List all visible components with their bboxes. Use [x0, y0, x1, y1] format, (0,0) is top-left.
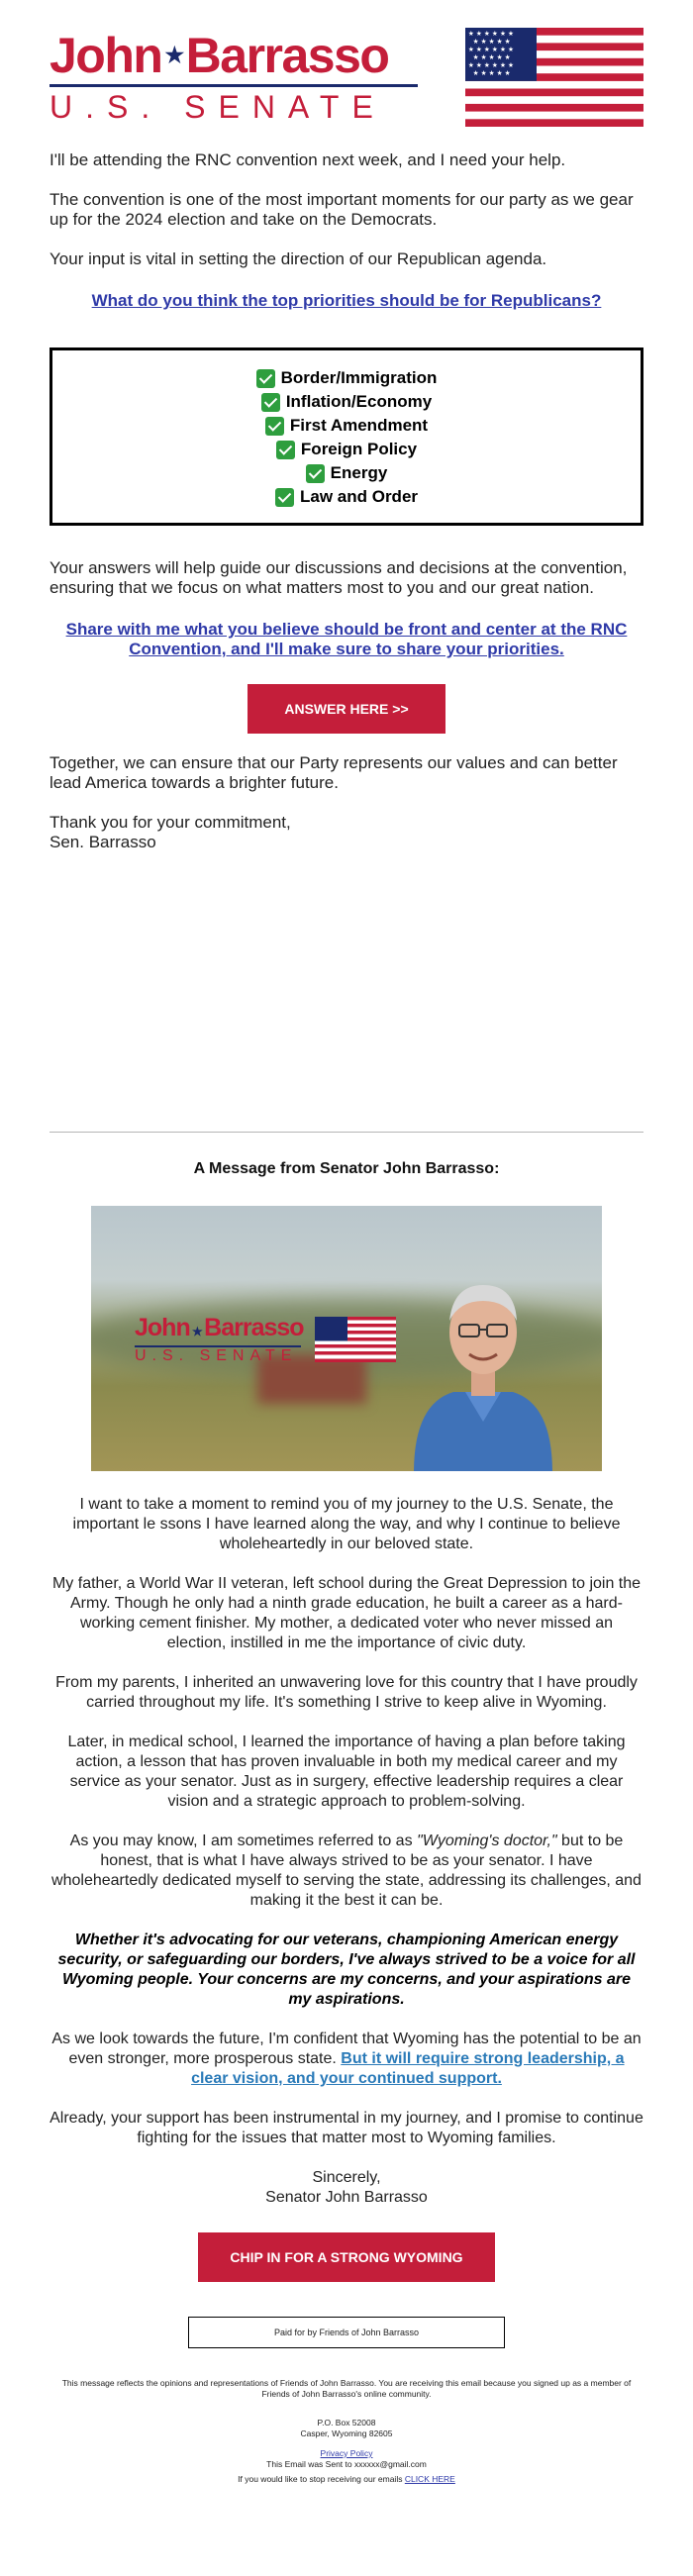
- message-paragraph-4: Later, in medical school, I learned the importance of having a plan before taking action, a lesson that has proven invaluable in both my medical career and my service as your senator. Just as in surgery, effective leadership requires a clear vision and a strategic approach to problem-solving.: [67, 1734, 626, 1810]
- priority-item[interactable]: Foreign Policy: [52, 438, 641, 461]
- message-closing-name: Senator John Barrasso: [265, 2189, 428, 2206]
- intro-paragraph-2: The convention is one of the most important moments for our party as we gear up for the 2024 election and take on the Democrats.: [50, 190, 634, 229]
- svg-text:★ ★ ★ ★ ★ ★: ★ ★ ★ ★ ★ ★: [467, 45, 514, 54]
- check-mark-icon: [265, 417, 284, 436]
- priority-item[interactable]: Border/Immigration: [52, 366, 641, 390]
- photo-logo: John ★ Barrasso U.S. SENATE: [135, 1314, 304, 1364]
- priorities-box: [50, 347, 644, 526]
- senator-photo: [91, 1206, 602, 1471]
- section-divider: [50, 1132, 644, 1133]
- message-paragraph-7: As we look towards the future, I'm confident that Wyoming has the potential to be an even stronger, more prosperous state. But it will require strong leadership, a clear vision, and your continued support.: [51, 2031, 642, 2087]
- barrasso-logo: [50, 30, 426, 125]
- logo-senate: U.S. SENATE: [50, 89, 386, 125]
- message-paragraph-1: I want to take a moment to remind you of my journey to the U.S. Senate, the important le ssons I have learned along the way, and why I continue to believe wholeheartedly in our beloved state.: [72, 1496, 621, 1552]
- check-mark-icon: [275, 488, 294, 507]
- svg-text:★ ★ ★ ★ ★ ★: ★ ★ ★ ★ ★ ★: [467, 29, 514, 39]
- intro-paragraph-1: I'll be attending the RNC convention next week, and I need your help.: [50, 150, 566, 169]
- footer-address-line-2: Casper, Wyoming 82605: [300, 2428, 393, 2438]
- message-closing: Sincerely,: [312, 2169, 381, 2186]
- message-paragraph-6: Whether it's advocating for our veterans, championing American energy security, or safeguarding our borders, I've always strived to be a voice for all Wyoming people. Your concerns are my concerns, and your aspirations are my aspirations.: [57, 1932, 636, 2008]
- body-paragraph-2: Together, we can ensure that our Party represents our values and can better lead America towards a brighter future.: [50, 753, 618, 792]
- share-priorities-link[interactable]: Share with me what you believe should be front and center at the RNC Convention, and I'll make sure to share your priorities.: [65, 620, 628, 658]
- footer-unsubscribe: If you would like to stop receiving our emails CLICK HERE: [238, 2474, 455, 2484]
- check-mark-icon: [306, 464, 325, 483]
- svg-text:★ ★ ★ ★ ★ ★: ★ ★ ★ ★ ★ ★: [467, 60, 514, 70]
- support-link[interactable]: But it will require strong leadership, a clear vision, and your continued support.: [191, 2050, 625, 2087]
- logo-rule: [50, 84, 418, 87]
- star-icon: ★: [164, 43, 183, 67]
- us-flag-icon: [465, 28, 644, 127]
- intro-paragraph-3: Your input is vital in setting the direction of our Republican agenda.: [50, 249, 547, 268]
- logo-last-name: Barrasso: [185, 28, 389, 83]
- sign-off: Thank you for your commitment,: [50, 813, 291, 832]
- answer-here-button[interactable]: ANSWER HERE >>: [248, 684, 446, 734]
- chip-in-button[interactable]: CHIP IN FOR A STRONG WYOMING: [198, 2232, 495, 2282]
- footer-sent-to: This Email was Sent to xxxxxx@gmail.com: [266, 2459, 427, 2469]
- senator-portrait: [404, 1255, 562, 1471]
- message-paragraph-8: Already, your support has been instrumental in my journey, and I promise to continue fighting for the issues that matter most to Wyoming families.: [50, 2110, 644, 2146]
- body-paragraph-1: Your answers will help guide our discussions and decisions at the convention, ensuring that we focus on what matters most to you and our great nation.: [50, 558, 628, 597]
- logo-first-name: John: [50, 28, 162, 83]
- svg-text:★ ★ ★ ★ ★: ★ ★ ★ ★ ★: [472, 52, 511, 62]
- check-mark-icon: [256, 369, 275, 388]
- email-body: [50, 0, 644, 2485]
- unsubscribe-link[interactable]: CLICK HERE: [404, 2474, 455, 2484]
- priority-item[interactable]: First Amendment: [52, 414, 641, 438]
- email-header: [50, 0, 644, 129]
- footer-disclaimer: This message reflects the opinions and representations of Friends of John Barrasso. You are receiving this email because you signed up as a member of Friends of John Barrasso's online community.: [61, 2378, 632, 2399]
- message-paragraph-3: From my parents, I inherited an unwavering love for this country that I have proudly carried throughout my life. It's something I strive to keep alive in Wyoming.: [55, 1674, 638, 1711]
- priorities-question-link[interactable]: What do you think the top priorities should be for Republicans?: [91, 291, 602, 310]
- footer-address-line-1: P.O. Box 52008: [317, 2418, 376, 2427]
- priority-item[interactable]: Law and Order: [52, 485, 641, 509]
- svg-text:★ ★ ★ ★ ★: ★ ★ ★ ★ ★: [472, 37, 511, 47]
- privacy-policy-link[interactable]: Privacy Policy: [320, 2448, 373, 2458]
- priority-item[interactable]: Inflation/Economy: [52, 390, 641, 414]
- check-mark-icon: [276, 441, 295, 459]
- us-flag-icon: [315, 1317, 396, 1362]
- priority-item[interactable]: Energy: [52, 461, 641, 485]
- check-mark-icon: [261, 393, 280, 412]
- signature: Sen. Barrasso: [50, 833, 156, 851]
- paid-for-by-box: Paid for by Friends of John Barrasso: [188, 2317, 505, 2348]
- message-paragraph-2: My father, a World War II veteran, left school during the Great Depression to join the Army. Though he only had a ninth grade education, he built a career as a hard-working cement finisher. My mother, a dedicated voter who never missed an election, instilled in me the importance of civic duty.: [51, 1575, 642, 1651]
- svg-text:★ ★ ★ ★ ★: ★ ★ ★ ★ ★: [472, 68, 511, 78]
- message-paragraph-5: As you may know, I am sometimes referred to as "Wyoming's doctor," but to be honest, that is what I have always strived to be as your senator. I have wholeheartedly dedicated myself to serving the state, addressing its challenges, and making it the best it can be.: [51, 1833, 642, 1909]
- message-title: A Message from Senator John Barrasso:: [193, 1160, 500, 1177]
